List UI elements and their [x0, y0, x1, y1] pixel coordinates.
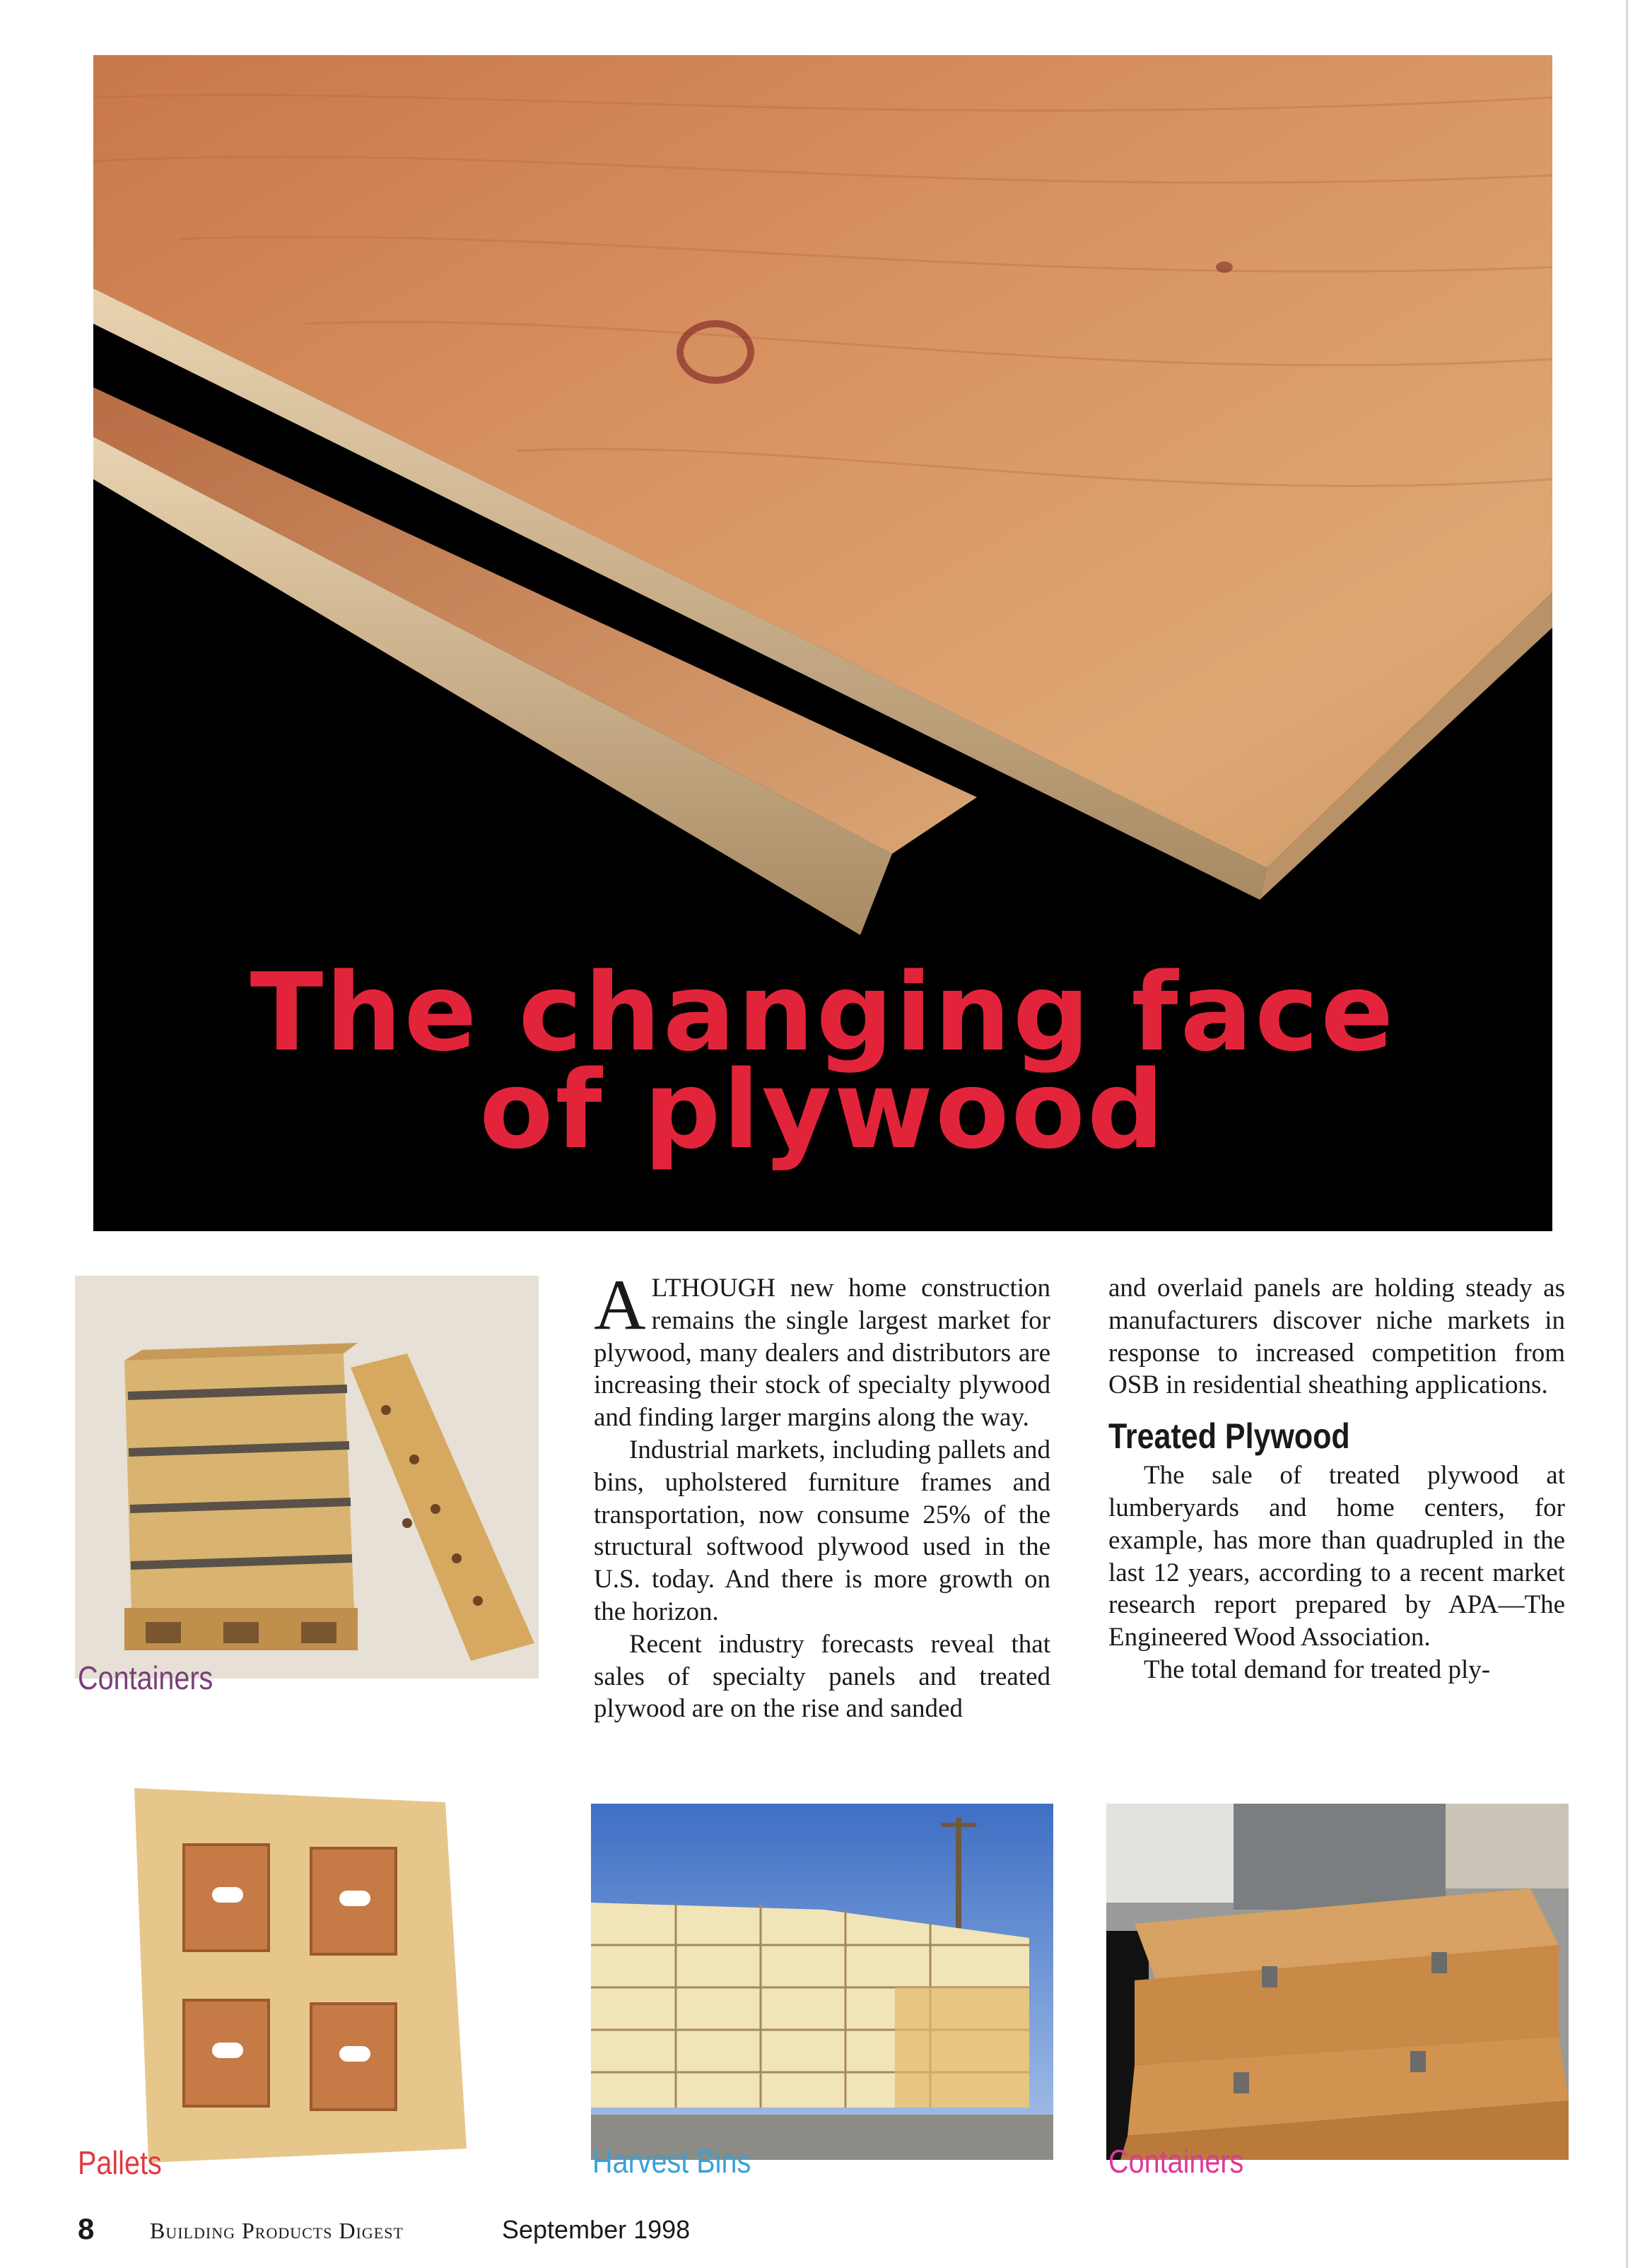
- pallets-photo: [134, 1781, 467, 2163]
- page-edge-rule: [1626, 0, 1628, 2268]
- article-paragraph-5: The sale of treated plywood at lumberyards and home centers, for example, has more than quadrupled in the last 12 years, according to a recent market research report prepared by APA—The Engineered Wood Association.: [1108, 1461, 1565, 1652]
- article-column-2: [1108, 1272, 1565, 1686]
- article-paragraph-3: Recent industry forecasts reveal that sales of specialty panels and treated plywood are on the rise and sanded: [594, 1629, 1050, 1724]
- article-paragraph-1-text: LTHOUGH new home construction remains the single largest market for plywood, many dealers and distributors are increasing their stock of specialty plywood and finding larger margins along the way.: [594, 1274, 1050, 1433]
- harvest-bins-photo: [591, 1804, 1053, 2160]
- headline-line-1: The changing face: [250, 950, 1396, 1075]
- drop-cap: A: [594, 1265, 646, 1345]
- containers-photo: [75, 1276, 539, 1679]
- caption-harvest-bins: Harvest Bins: [592, 2143, 751, 2180]
- issue-date: September 1998: [502, 2215, 691, 2244]
- headline-line-2: of plywood: [479, 1047, 1166, 1173]
- article-column-1: [594, 1265, 1050, 1725]
- article-paragraph-6: The total demand for treated ply-: [1144, 1655, 1491, 1684]
- article-paragraph-1: [594, 1265, 1050, 1434]
- containers-crates-photo: [1106, 1804, 1569, 2160]
- caption-pallets: Pallets: [78, 2144, 162, 2181]
- subhead-treated-plywood: Treated Plywood: [1108, 1416, 1350, 1457]
- article-paragraph-2: Industrial markets, including pallets and bins, upholstered furniture frames and transportation, now consume 25% of the structural softwood plywood used in the U.S. today. And there is more growth on the horizon.: [594, 1435, 1050, 1626]
- caption-containers-top: Containers: [78, 1659, 213, 1696]
- magazine-name: Building Products Digest: [150, 2218, 404, 2243]
- article-paragraph-4: and overlaid panels are holding steady as manufacturers discover niche markets in response to increased competition from OSB in residential sheathing applications.: [1108, 1274, 1565, 1400]
- caption-containers-bottom: Containers: [1108, 2143, 1244, 2180]
- page-number: 8: [78, 2212, 95, 2245]
- hero-photo-plywood-sheets: [93, 55, 1552, 1231]
